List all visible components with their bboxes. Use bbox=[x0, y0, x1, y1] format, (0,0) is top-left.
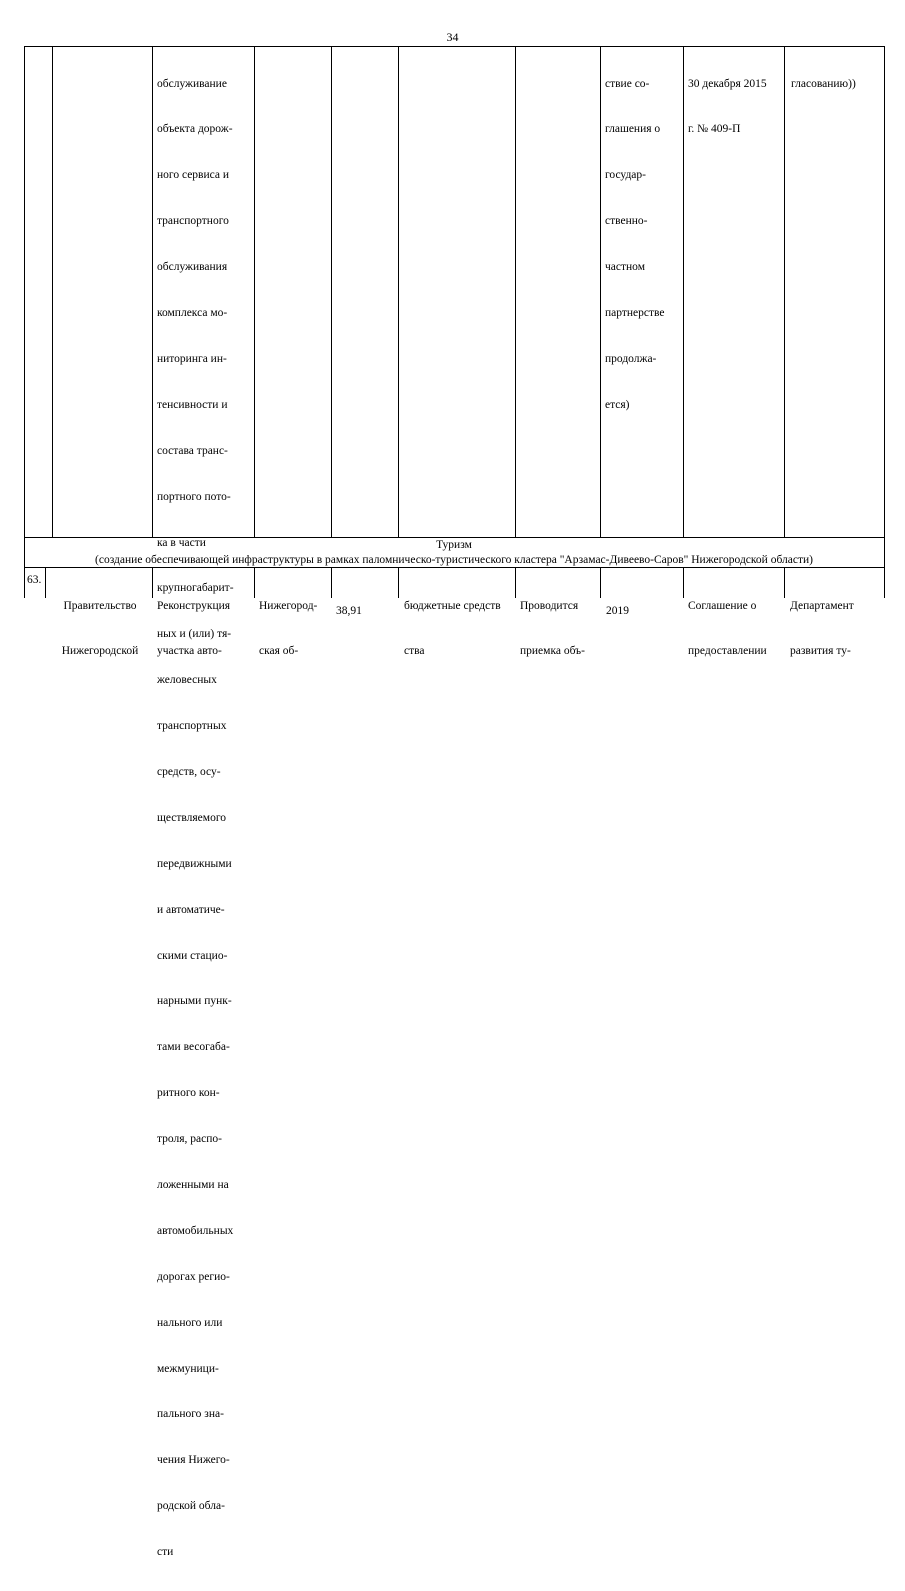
text-line: троля, распо- bbox=[157, 1133, 222, 1146]
column-divider bbox=[600, 46, 601, 538]
text-line: средств, осу- bbox=[157, 765, 221, 778]
text-line: бюджетные средств bbox=[404, 599, 501, 612]
column-divider bbox=[331, 567, 332, 598]
text-line: предоставлении bbox=[688, 645, 767, 658]
cell-executor bbox=[50, 568, 150, 690]
text-line: Нижегород- bbox=[259, 599, 318, 612]
text-line: Соглашение о bbox=[688, 599, 757, 612]
column-divider bbox=[398, 46, 399, 538]
text-line: ка в части bbox=[157, 536, 206, 549]
text-line: ется) bbox=[605, 398, 630, 411]
text-line: сти bbox=[157, 1546, 174, 1559]
text-line: автомобильных bbox=[157, 1224, 234, 1237]
text-line: скими стацио- bbox=[157, 949, 228, 962]
column-divider bbox=[515, 46, 516, 538]
text-line: объекта дорож- bbox=[157, 123, 233, 136]
column-divider bbox=[683, 46, 684, 538]
section-title: Туризм bbox=[436, 539, 472, 551]
text-line: ствие со- bbox=[605, 77, 650, 90]
text-line: нального или bbox=[157, 1316, 223, 1329]
text-line: межмуници- bbox=[157, 1362, 219, 1375]
text-line: комплекса мо- bbox=[157, 307, 228, 320]
text-line: ритного кон- bbox=[157, 1087, 220, 1100]
text-line: Реконструкция bbox=[157, 599, 231, 612]
text-line: ства bbox=[404, 645, 425, 658]
table-left-border bbox=[24, 46, 25, 538]
text-line: 38,91 bbox=[336, 604, 362, 617]
text-line: тами весогаба- bbox=[157, 1041, 230, 1054]
text-line: партнерстве bbox=[605, 307, 665, 320]
text-line: продолжа- bbox=[605, 352, 657, 365]
column-divider bbox=[600, 567, 601, 598]
text-line: портного пото- bbox=[157, 490, 231, 503]
cell-status bbox=[605, 46, 665, 444]
text-line: государ- bbox=[605, 169, 646, 182]
text-line: глашения о bbox=[605, 123, 661, 136]
row-number: 63. bbox=[27, 574, 42, 586]
column-divider bbox=[683, 567, 684, 598]
page-number: 34 bbox=[446, 30, 459, 44]
text-line: ложенными на bbox=[157, 1178, 229, 1191]
cell-responsible bbox=[790, 568, 854, 690]
cell-responsible bbox=[791, 46, 856, 122]
column-divider bbox=[254, 567, 255, 598]
text-line: транспортного bbox=[157, 215, 229, 228]
text-line: чения Нижего- bbox=[157, 1454, 230, 1467]
cell-year bbox=[606, 573, 629, 649]
cell-amount bbox=[336, 573, 362, 649]
text-line: ных и (или) тя- bbox=[157, 628, 232, 641]
column-divider bbox=[52, 46, 53, 538]
text-line: частном bbox=[605, 261, 645, 274]
text-line: состава транс- bbox=[157, 444, 228, 457]
table-right-border bbox=[884, 46, 885, 598]
text-line: родской обла- bbox=[157, 1500, 225, 1513]
text-line: ного сервиса и bbox=[157, 169, 230, 182]
text-line: приемка объ- bbox=[520, 645, 585, 658]
text-line: нарными пунк- bbox=[157, 995, 232, 1008]
text-line: ская об- bbox=[259, 645, 299, 658]
column-divider bbox=[784, 567, 785, 598]
section-subtitle: (создание обеспечивающей инфраструктуры в рамках паломническо-туристического кластера "Арзамас-Дивеево-Саров" Нижегородской области) bbox=[95, 554, 813, 566]
text-line: обслуживание bbox=[157, 77, 227, 90]
column-divider bbox=[331, 46, 332, 538]
text-line: и автоматиче- bbox=[157, 903, 225, 916]
text-line: желовесных bbox=[157, 674, 217, 687]
column-divider bbox=[152, 46, 153, 538]
column-divider bbox=[515, 567, 516, 598]
cell-document bbox=[688, 46, 767, 168]
text-line: участка авто- bbox=[157, 645, 222, 658]
cell-activity-description bbox=[157, 46, 234, 1591]
text-line: Департамент bbox=[790, 599, 854, 612]
column-divider bbox=[45, 567, 46, 598]
text-line: тенсивности и bbox=[157, 398, 228, 411]
text-line: Правительство bbox=[63, 599, 137, 612]
text-line: ниторинга ин- bbox=[157, 352, 227, 365]
text-line: 30 декабря 2015 bbox=[688, 77, 767, 90]
text-line: Нижегородской bbox=[61, 645, 139, 658]
cell-location bbox=[259, 568, 317, 690]
column-divider bbox=[152, 567, 153, 598]
text-line: дорогах регио- bbox=[157, 1270, 230, 1283]
text-line: Проводится bbox=[520, 599, 579, 612]
column-divider bbox=[254, 46, 255, 538]
text-line: ществляемого bbox=[157, 811, 226, 824]
column-divider bbox=[784, 46, 785, 538]
cell-status bbox=[520, 568, 585, 690]
text-line: транспортных bbox=[157, 720, 227, 733]
text-line: гласованию)) bbox=[791, 77, 856, 90]
cell-funding-source bbox=[404, 568, 501, 690]
text-line: передвижными bbox=[157, 857, 232, 870]
text-line: г. № 409-П bbox=[688, 123, 741, 136]
cell-activity bbox=[157, 568, 230, 690]
text-line: ственно- bbox=[605, 215, 648, 228]
text-line: 2019 bbox=[606, 604, 629, 617]
text-line: пального зна- bbox=[157, 1408, 224, 1421]
column-divider bbox=[398, 567, 399, 598]
cell-document bbox=[688, 568, 767, 690]
text-line: крупногабарит- bbox=[157, 582, 234, 595]
text-line: обслуживания bbox=[157, 261, 228, 274]
text-line: развития ту- bbox=[790, 645, 851, 658]
